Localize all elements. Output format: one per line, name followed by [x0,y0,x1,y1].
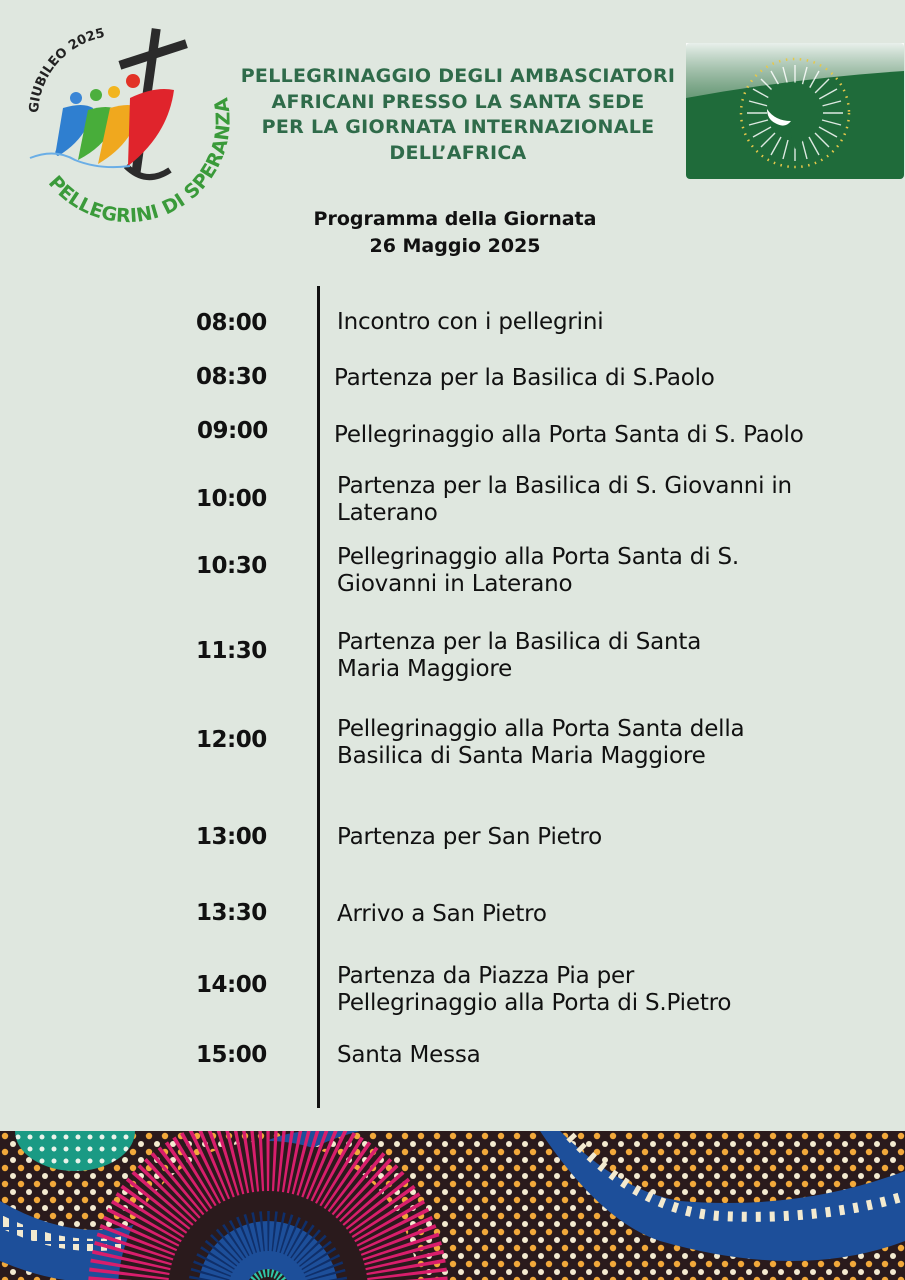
description-line: Partenza da Piazza Pia per [337,963,635,989]
schedule-time: 14:00 [196,972,267,998]
schedule-time: 11:30 [196,638,267,664]
description-line: Partenza per la Basilica di S.Paolo [334,365,715,391]
schedule-description [337,901,547,928]
program-date: 26 Maggio 2025 [369,235,541,257]
schedule-time: 12:00 [196,727,267,753]
schedule-description [337,1042,481,1069]
event-title [232,64,684,166]
jubilee-2025-logo-icon [18,18,233,233]
schedule-time: 10:00 [196,486,267,512]
schedule-description [337,963,731,1017]
title-line-2: AFRICANI PRESSO LA SANTA SEDE [271,90,645,113]
description-line: Santa Messa [337,1042,481,1068]
svg-text:PELLEGRINI DI SPERANZA: PELLEGRINI DI SPERANZA [44,96,233,228]
african-union-flag-icon [686,43,904,179]
schedule-time: 09:00 [197,418,268,444]
description-line: Incontro con i pellegrini [337,309,604,335]
description-line: Arrivo a San Pietro [337,901,547,927]
title-line-3: PER LA GIORNATA INTERNAZIONALE [261,116,655,138]
schedule-time: 08:30 [196,364,267,390]
schedule-description [337,716,744,770]
description-line: Basilica di Santa Maria Maggiore [337,743,706,769]
schedule-description [337,309,603,336]
svg-text:GIUBILEO 2025: GIUBILEO 2025 [26,26,107,114]
description-line: Laterano [337,500,438,526]
description-line: Pellegrinaggio alla Porta Santa di S. Paolo [334,422,804,448]
program-heading: Programma della Giornata [313,208,597,230]
schedule-description [334,422,804,449]
schedule-description [334,365,715,392]
title-line-4: DELL’AFRICA [389,141,527,164]
schedule-description [337,824,602,851]
schedule-time: 13:00 [196,824,267,850]
schedule-description [337,473,792,527]
jubilee-logo [18,18,233,233]
african-pattern-banner [0,1131,905,1280]
african-pattern-icon [0,1131,905,1280]
description-line: Pellegrinaggio alla Porta Santa della [337,716,745,742]
title-line-1: PELLEGRINAGGIO DEGLI AMBASCIATORI [240,65,676,87]
schedule-description [337,544,739,598]
schedule-time: 10:30 [196,553,267,579]
description-line: Pellegrinaggio alla Porta Santa di S. [337,544,740,570]
schedule-time: 15:00 [196,1042,267,1068]
description-line: Giovanni in Laterano [337,571,573,597]
description-line: Partenza per San Pietro [337,824,603,850]
timeline-divider [317,286,320,1108]
description-line: Pellegrinaggio alla Porta di S.Pietro [337,990,732,1016]
program-subtitle [250,206,660,260]
african-union-flag [686,43,904,179]
schedule-time: 13:30 [196,900,267,926]
schedule-time: 08:00 [196,310,267,336]
description-line: Maria Maggiore [337,656,513,682]
description-line: Partenza per la Basilica di Santa [337,629,702,655]
description-line: Partenza per la Basilica di S. Giovanni in [337,473,792,499]
schedule-description [337,629,701,683]
